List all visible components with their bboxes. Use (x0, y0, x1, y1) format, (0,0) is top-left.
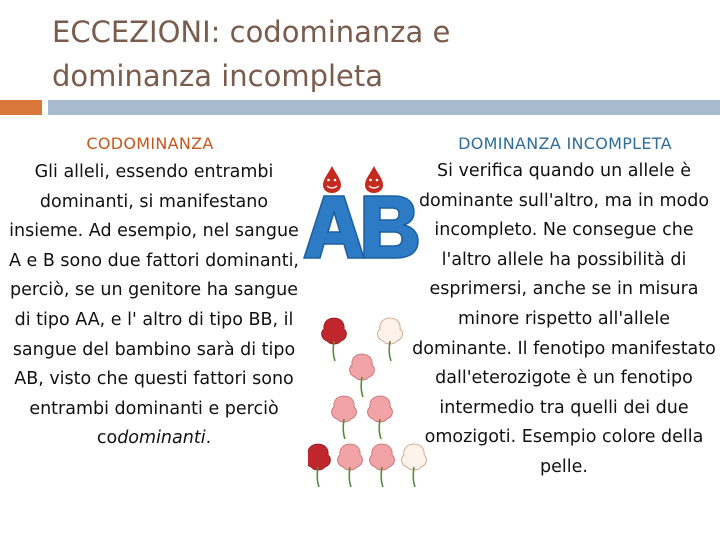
ab-blood-type-image (298, 162, 420, 266)
slide-title (52, 10, 692, 98)
codominanza-text-main: Gli alleli, essendo entrambi dominanti, si manifestano insieme. Ad esempio, nel sangue A e B sono due fattori dominanti, perciò, se un genitore ha sangue di tipo AA, e l' altro di tipo BB, il sangue del bambino sarà di tipo AB, visto che questi fattori sono entrambi dominanti e perciò (9, 162, 299, 419)
dominanza-incompleta-text: Si verifica quando un allele è dominante sull'altro, ma in modo incompleto. Ne consegue che l'altro allele ha possibilità di esprimersi, anche se in misura minore rispetto all'allele dominante. Il fenotipo manifestato dall'eterozigote è un fenotipo intermedio tra quelli dei due omozigoti. Esempio colore della pelle. (412, 161, 716, 477)
title-line-1: ECCEZIONI: codominanza e (52, 15, 451, 49)
flower-icon (322, 318, 347, 361)
blood-drop-icon (365, 166, 383, 193)
codominanza-text-prefix: co (96, 428, 118, 449)
codominanza-text (2, 158, 306, 454)
flower-icon (370, 444, 395, 487)
blood-drop-icon (323, 166, 341, 193)
flower-icon (308, 444, 330, 487)
flower-icon (368, 396, 393, 439)
letter-a-shape (304, 196, 364, 258)
flower-icon (402, 444, 427, 487)
codominanza-heading: CODOMINANZA (86, 134, 214, 153)
flower-icon (378, 318, 403, 361)
title-line-2: dominanza incompleta (52, 59, 384, 93)
accent-bar-orange (0, 100, 42, 115)
dominanza-incompleta-heading: DOMINANZA INCOMPLETA (458, 134, 672, 153)
flower-icon (350, 354, 375, 397)
flower-icon (332, 396, 357, 439)
accent-bar-blue (48, 100, 720, 115)
flower-cross-image (308, 305, 432, 495)
flower-icon (338, 444, 363, 487)
codominanza-text-italic: dominanti (117, 428, 206, 449)
letter-b-shape (364, 196, 418, 258)
codominanza-text-end: . (205, 428, 212, 449)
